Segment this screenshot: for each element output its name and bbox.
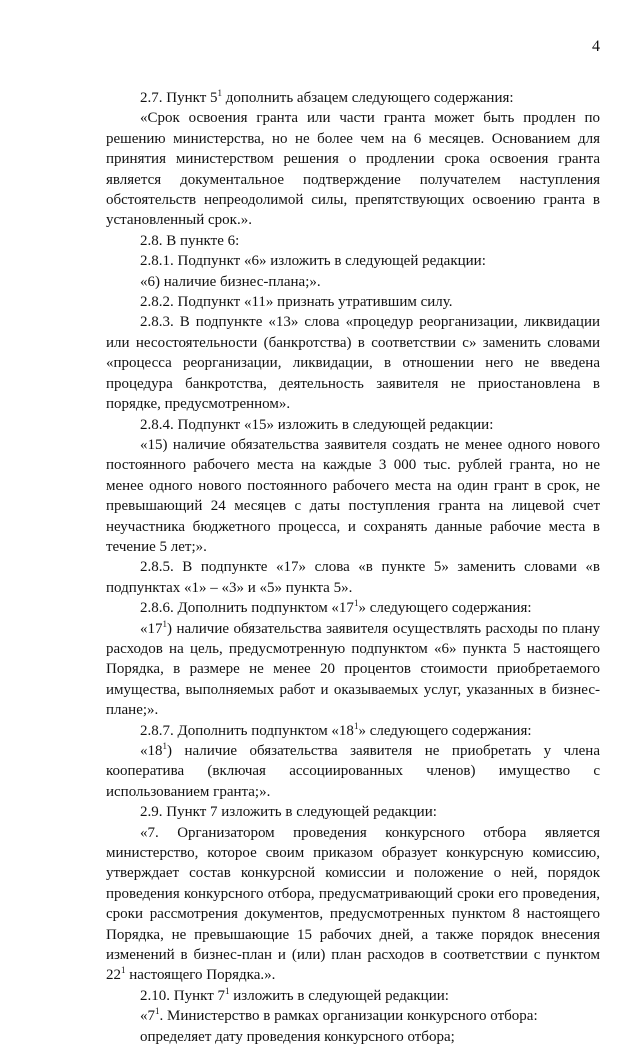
paragraph: 2.10. Пункт $7^1$ изложить в следующей редакции: xyxy=(140,985,449,1004)
paragraph: «Срок освоения гранта или части гранта может быть продлен по решению министерства, но не более чем на 6 месяцев. Основанием для принятия министерством решения о продлении срока освоения гранта является документальное подтверждение получателем наступления обстоятельств непреодолимой силы, препятствующих освоению гранта в установленный срок.». xyxy=(106,110,600,229)
paragraph: 2.9. Пункт 7 изложить в следующей редакции: xyxy=(140,804,437,821)
paragraph: «$18^1$) наличие обязательства заявителя не приобретать у члена кооператива (включая ассоциированных членов) имущество с использованием гранта;». xyxy=(106,741,600,800)
paragraph: 2.8.2. Подпункт «11» признать утратившим силу. xyxy=(140,294,453,311)
paragraph: «7. Организатором проведения конкурсного отбора является министерство, которое своим приказом образует конкурсную комиссию, утверждает состав конкурсной комиссии и положение о ней, порядок проведения конкурсного отбора, предусматривающий сроки его проведения, сроки рассмотрения документов, предусмотренных пунктом 8 настоящего Порядка, не превышающие 15 рабочих дней, а также порядок внесения изменений в бизнес-план и (или) план расходов в соответствии с пунктом $22^1$ настоящего Порядка.». xyxy=(106,824,600,984)
paragraph: 2.8.7. Дополнить подпунктом «$18^1$» следующего содержания: xyxy=(140,720,532,739)
page-number: 4 xyxy=(592,38,600,55)
paragraph: «$17^1$) наличие обязательства заявителя осуществлять расходы по плану расходов на цель, предусмотренную подпунктом «6» пункта 5 настоящего Порядка, в размере не менее 20 процентов стоимости приобретаемого имущества, выполняемых работ и оказываемых услуг, указанных в бизнес-плане;». xyxy=(106,618,600,719)
paragraph: «6) наличие бизнес-плана;». xyxy=(140,273,321,290)
paragraph: «$7^1$. Министерство в рамках организации конкурсного отбора: xyxy=(140,1006,538,1025)
paragraph: определяет дату проведения конкурсного отбора; xyxy=(140,1028,455,1045)
paragraph: «15) наличие обязательства заявителя создать не менее одного нового постоянного рабочего места на каждые 3 000 тыс. рублей гранта, но не менее одного нового постоянного рабочего места на один грант в срок, не превышающий 24 месяцев с даты поступления гранта на лицевой счет неучастника бюджетного процесса, и сохранять данные рабочие места в течение 5 лет;». xyxy=(106,436,600,555)
paragraph: 2.8.6. Дополнить подпунктом «$17^1$» следующего содержания: xyxy=(140,598,532,617)
document-body xyxy=(106,88,600,1047)
paragraph: 2.8.3. В подпункте «13» слова «процедур реорганизации, ликвидации или несостоятельности (банкротства) в соответствии с» заменить словами «процесса реорганизации, ликвидации, в отношении него не введена процедура банкротства, деятельность заявителя не приостановлена в порядке, предусмотренном». xyxy=(106,314,600,413)
paragraph: 2.8.1. Подпункт «6» изложить в следующей редакции: xyxy=(140,253,486,270)
paragraph: 2.8. В пункте 6: xyxy=(140,232,240,249)
paragraph: 2.7. Пункт $5^1$ дополнить абзацем следующего содержания: xyxy=(140,88,514,106)
paragraph: 2.8.4. Подпункт «15» изложить в следующей редакции: xyxy=(140,416,494,433)
paragraph: 2.8.5. В подпункте «17» слова «в пункте 5» заменить словами «в подпунктах «1» – «3» и «5» пункта 5». xyxy=(106,559,600,596)
